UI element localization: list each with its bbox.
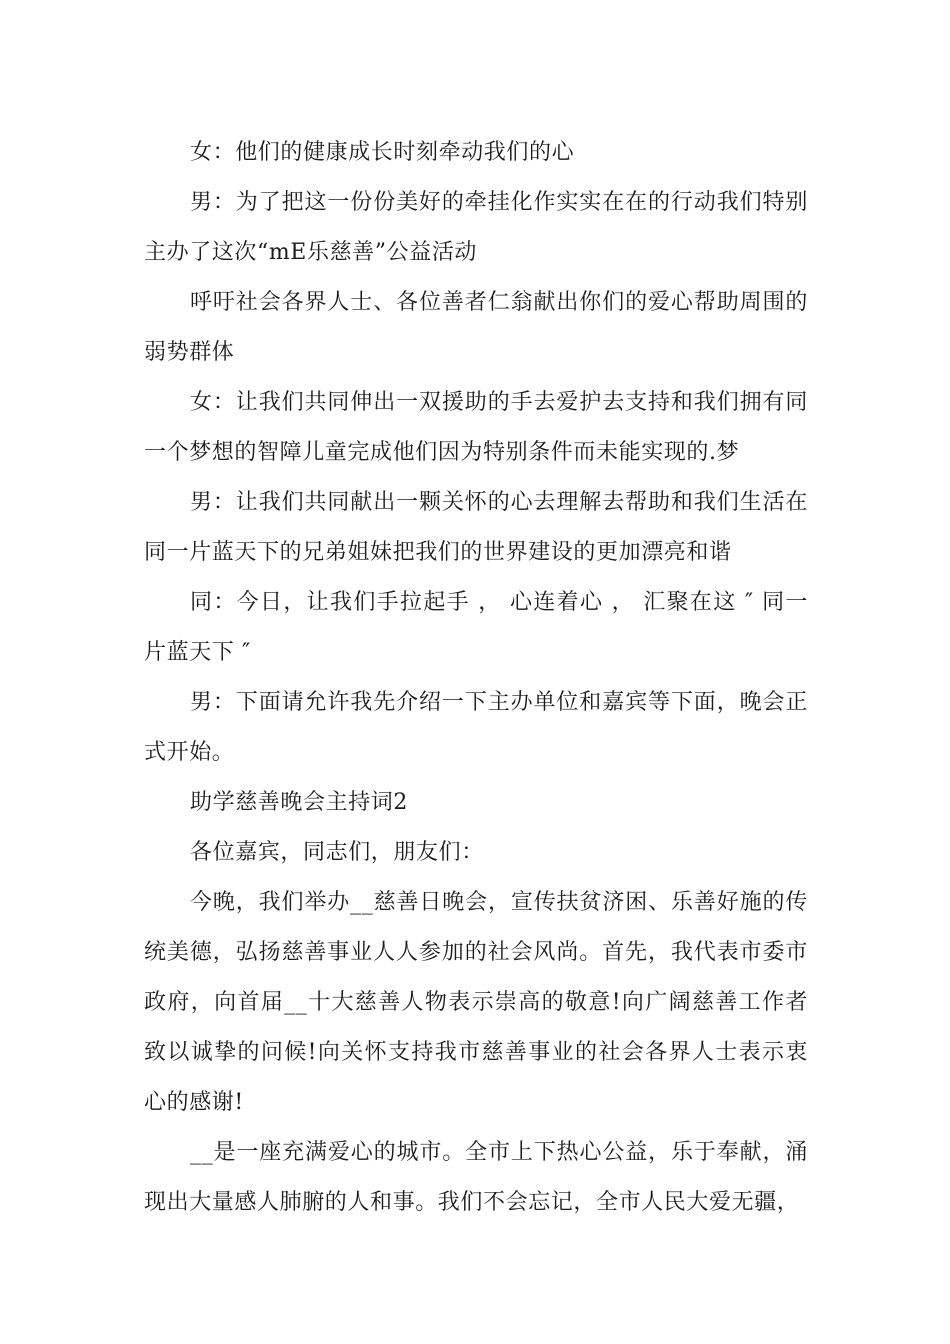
paragraph-greeting: 各位嘉宾，同志们，朋友们：: [190, 840, 484, 865]
paragraph-together-line: 同：今日，让我们手拉起手 ， 心连着心 ， 汇聚在这 ″ 同一片蓝天下 ″: [144, 590, 808, 665]
paragraph-female-line: 女：让我们共同伸出一双援助的手去爱护去支持和我们拥有同一个梦想的智障儿童完成他们因为特别条件而未能实现的.梦: [144, 390, 808, 465]
paragraph-male-line: 男：下面请允许我先介绍一下主办单位和嘉宾等下面，晚会正式开始。: [144, 690, 808, 765]
paragraph-city-description: __是一座充满爱心的城市。全市上下热心公益，乐于奉献，涌现出大量感人肺腑的人和事。我们不会忘记，全市人民大爱无疆，: [144, 1140, 808, 1215]
paragraph-male-line: 男：为了把这一份份美好的牵挂化作实实在在的行动我们特别主办了这次“mE乐慈善”公益活动: [144, 190, 808, 265]
paragraph-appeal: 呼吁社会各界人士、各位善者仁翁献出你们的爱心帮助周围的弱势群体: [144, 290, 808, 365]
paragraph-male-line: 男：让我们共同献出一颗关怀的心去理解去帮助和我们生活在同一片蓝天下的兄弟姐妹把我们的世界建设的更加漂亮和谐: [144, 490, 808, 565]
paragraph-opening-speech: 今晚，我们举办__慈善日晚会，宣传扶贫济困、乐善好施的传统美德，弘扬慈善事业人人参加的社会风尚。首先，我代表市委市政府，向首届__十大慈善人物表示崇高的敬意!向广阔慈善工作者致以诚挚的问候!向关怀支持我市慈善事业的社会各界人士表示衷心的感谢!: [144, 890, 808, 1115]
document-body: [144, 128, 808, 1228]
paragraph-female-line: 女：他们的健康成长时刻牵动我们的心: [190, 140, 575, 165]
section-heading: 助学慈善晚会主持词2: [190, 790, 408, 815]
